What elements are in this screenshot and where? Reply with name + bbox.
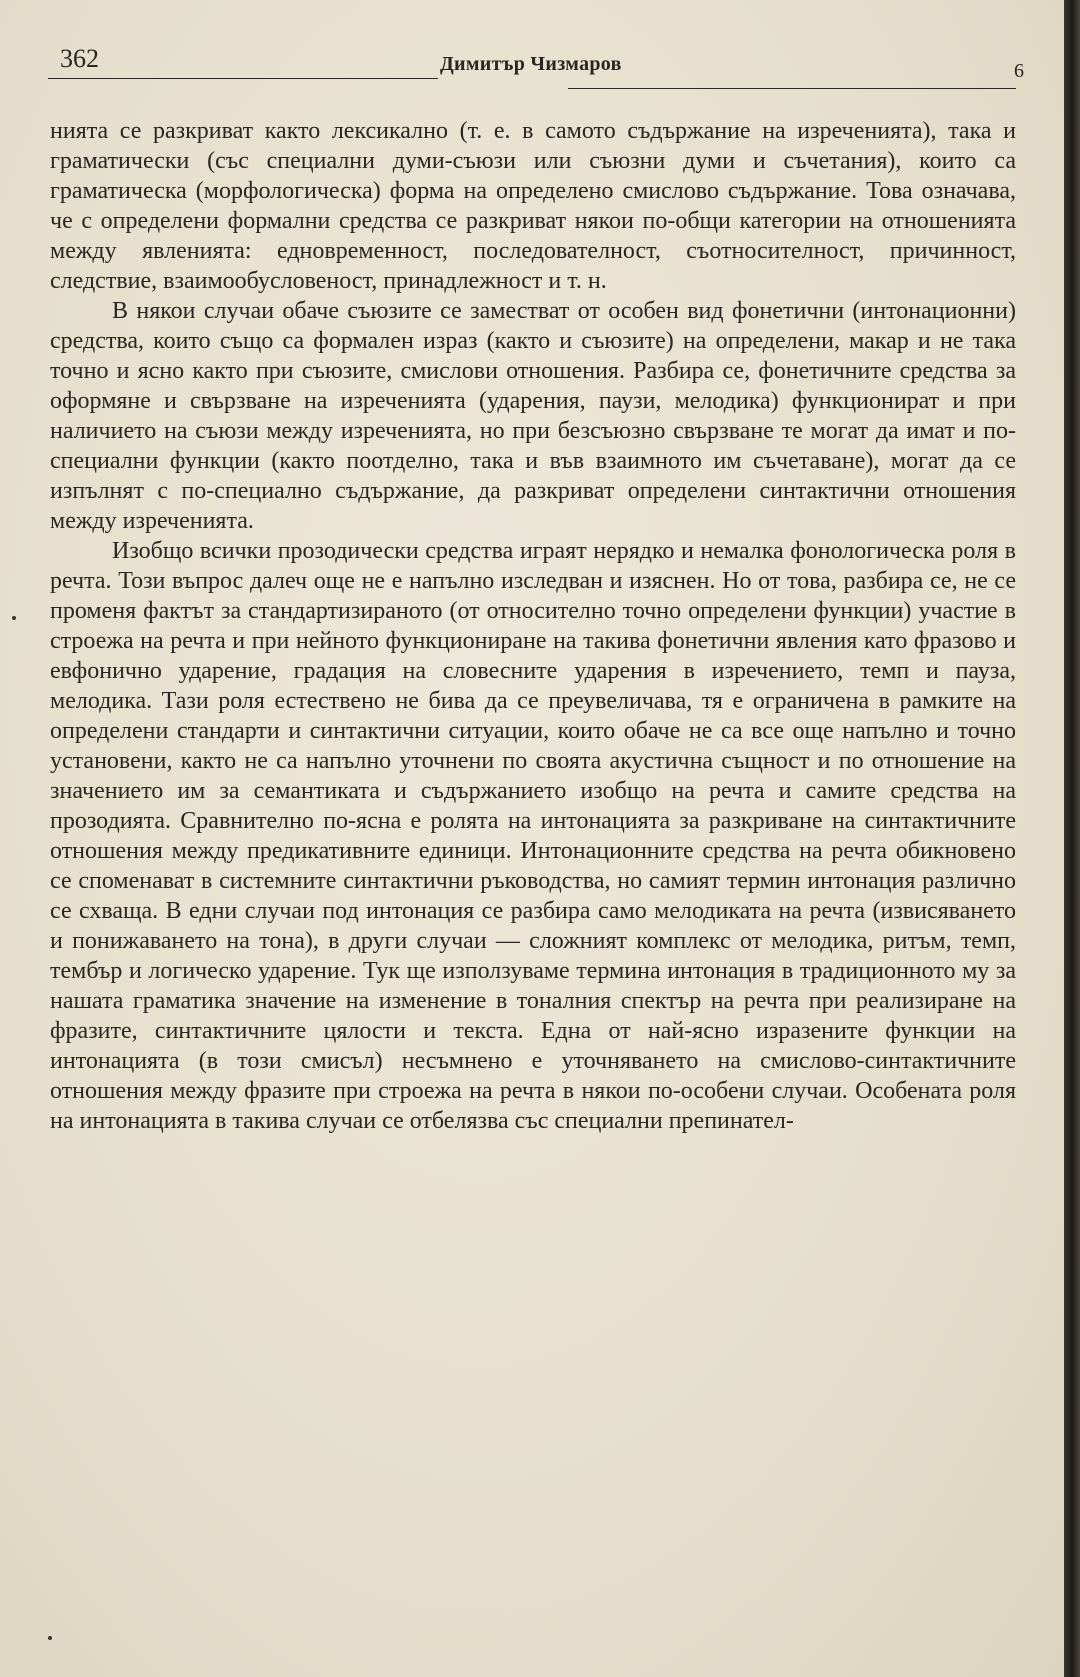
header-rule-left bbox=[48, 78, 438, 79]
page-header bbox=[48, 40, 1028, 92]
paragraph: Изобщо всички прозодически средства играят нерядко и немалка фонологическа роля в речта. Този въпрос далеч още не е напълно изследван и изяснен. Но от това, разбира се, не се променя фактът за стандартизираното (от относително точно определени функции) участие в строежа на речта и при нейното функциониране на такива фонетични явления като фразово и евфонично ударение, градация на словесните ударения в изречението, темп и пауза, мелодика. Тази роля естествено не бива да се преувеличава, тя е ограничена в рамките на определени стандарти и синтактични ситуации, които обаче не са все още напълно и точно установени, както не са напълно уточнени по своята акустична същност и по отношение на значението им за семантиката и съдържанието изобщо на речта и самите средства на прозодията. Сравнително по-ясна е ролята на интонацията за разкриване на синтактичните отношения между предикативните единици. Интонационните средства на речта обикновено се споменават в системните синтактични ръководства, но самият термин интонация различно се схваща. В едни случаи под интонация се разбира само мелодиката на речта (извисяването и понижаването на тона), в други случаи — сложният комплекс от мелодика, ритъм, темп, тембър и логическо ударение. Тук ще използуваме термина интонация в традиционното му за нашата граматика значение на изменение в тоналния спектър на речта при реализиране на фразите, синтактичните цялости и текста. Една от най-ясно изразените функции на интонацията (в този смисъл) несъмнено е уточняването на смислово-синтактичните отношения между фразите при строежа на речта в някои по-особени случаи. Особената роля на интонацията в такива случаи се отбелязва със специални препинател- bbox=[50, 538, 1016, 1134]
paragraph: нията се разкриват както лексикално (т. е. в самото съдържание на изреченията), така и граматически (със специални думи-съюзи или съюзни думи и съчетания), които са граматическа (морфологическа) форма на определено смислово съдържание. Това означава, че с определени формални средства се разкриват някои по-общи категории на отношенията между явленията: едновременност, последователност, съотносителност, причинност, следствие, взаимообусловеност, принадлежност и т. н. bbox=[50, 118, 1016, 294]
body-text bbox=[50, 116, 1016, 1136]
book-binding-edge bbox=[1064, 0, 1080, 1677]
page-number: 362 bbox=[60, 44, 99, 73]
print-speck bbox=[12, 616, 16, 620]
header-rule-right bbox=[568, 88, 1016, 89]
running-head: Димитър Чизмаров bbox=[440, 53, 622, 75]
corner-mark: 6 bbox=[1014, 60, 1024, 82]
paragraph: В някои случаи обаче съюзите се заместват от особен вид фонетични (интонационни) средства, които също са формален израз (както и съюзите) на определени, макар и не така точно и ясно както при съюзите, смислови отношения. Разбира се, фонетичните средства за оформяне и свързване на изреченията (ударения, паузи, мелодика) функционират и при наличието на съюзи между изреченията, но при безсъюзно свързване те могат да имат и по-специални функции (както поотделно, така и във взаимното им съчетаване), могат да се изпълнят с по-специално съдържание, да разкриват определени синтактични отношения между изреченията. bbox=[50, 298, 1016, 534]
print-speck bbox=[48, 1636, 52, 1640]
